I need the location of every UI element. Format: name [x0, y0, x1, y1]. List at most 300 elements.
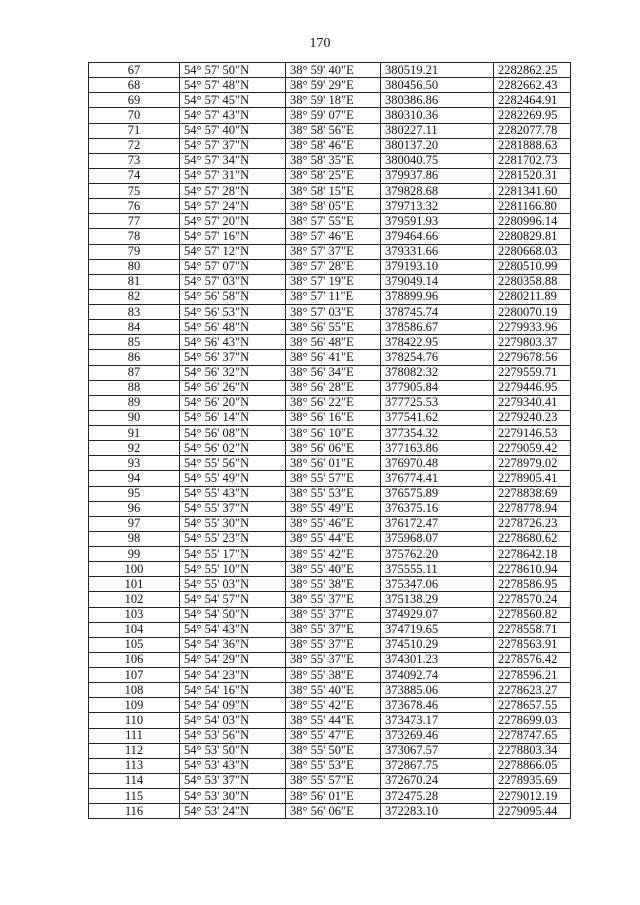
- x-coordinate-cell: 378586.67: [381, 320, 494, 335]
- table-row: [89, 713, 571, 728]
- point-number-cell: 99: [89, 547, 180, 562]
- x-coordinate-cell: 379713.32: [381, 199, 494, 214]
- latitude-cell: 54° 55' 37"N: [180, 501, 286, 516]
- table-row: [89, 410, 571, 425]
- x-coordinate-cell: 376774.41: [381, 471, 494, 486]
- table-row: [89, 592, 571, 607]
- latitude-cell: 54° 56' 26"N: [180, 380, 286, 395]
- point-number-cell: 89: [89, 395, 180, 410]
- longitude-cell: 38° 55' 40"E: [286, 683, 381, 698]
- x-coordinate-cell: 380456.50: [381, 78, 494, 93]
- longitude-cell: 38° 59' 07"E: [286, 108, 381, 123]
- latitude-cell: 54° 56' 37"N: [180, 350, 286, 365]
- x-coordinate-cell: 379828.68: [381, 184, 494, 199]
- latitude-cell: 54° 57' 34"N: [180, 153, 286, 168]
- latitude-cell: 54° 57' 50"N: [180, 63, 286, 78]
- y-coordinate-cell: 2278560.82: [494, 607, 571, 622]
- point-number-cell: 90: [89, 410, 180, 425]
- y-coordinate-cell: 2278699.03: [494, 713, 571, 728]
- point-number-cell: 68: [89, 78, 180, 93]
- table-row: [89, 426, 571, 441]
- y-coordinate-cell: 2280070.19: [494, 305, 571, 320]
- longitude-cell: 38° 58' 05"E: [286, 199, 381, 214]
- latitude-cell: 54° 55' 43"N: [180, 486, 286, 501]
- longitude-cell: 38° 56' 48"E: [286, 335, 381, 350]
- x-coordinate-cell: 379331.66: [381, 244, 494, 259]
- point-number-cell: 75: [89, 184, 180, 199]
- longitude-cell: 38° 57' 55"E: [286, 214, 381, 229]
- table-row: [89, 199, 571, 214]
- x-coordinate-cell: 378745.74: [381, 305, 494, 320]
- longitude-cell: 38° 56' 06"E: [286, 804, 381, 819]
- point-number-cell: 79: [89, 244, 180, 259]
- point-number-cell: 74: [89, 168, 180, 183]
- table-row: [89, 320, 571, 335]
- latitude-cell: 54° 54' 09"N: [180, 698, 286, 713]
- longitude-cell: 38° 55' 40"E: [286, 562, 381, 577]
- latitude-cell: 54° 54' 03"N: [180, 713, 286, 728]
- latitude-cell: 54° 57' 37"N: [180, 138, 286, 153]
- table-row: [89, 138, 571, 153]
- point-number-cell: 76: [89, 199, 180, 214]
- x-coordinate-cell: 378254.76: [381, 350, 494, 365]
- y-coordinate-cell: 2279012.19: [494, 789, 571, 804]
- latitude-cell: 54° 55' 10"N: [180, 562, 286, 577]
- y-coordinate-cell: 2278866.05: [494, 758, 571, 773]
- latitude-cell: 54° 54' 43"N: [180, 622, 286, 637]
- table-row: [89, 516, 571, 531]
- latitude-cell: 54° 57' 40"N: [180, 123, 286, 138]
- table-row: [89, 153, 571, 168]
- point-number-cell: 96: [89, 501, 180, 516]
- point-number-cell: 81: [89, 274, 180, 289]
- x-coordinate-cell: 378899.96: [381, 289, 494, 304]
- x-coordinate-cell: 376172.47: [381, 516, 494, 531]
- x-coordinate-cell: 372283.10: [381, 804, 494, 819]
- page-number: 170: [309, 36, 331, 51]
- x-coordinate-cell: 379193.10: [381, 259, 494, 274]
- point-number-cell: 108: [89, 683, 180, 698]
- longitude-cell: 38° 55' 44"E: [286, 713, 381, 728]
- point-number-cell: 69: [89, 93, 180, 108]
- latitude-cell: 54° 57' 03"N: [180, 274, 286, 289]
- latitude-cell: 54° 54' 23"N: [180, 668, 286, 683]
- table-row: [89, 547, 571, 562]
- longitude-cell: 38° 57' 11"E: [286, 289, 381, 304]
- x-coordinate-cell: 373269.46: [381, 728, 494, 743]
- table-row: [89, 108, 571, 123]
- x-coordinate-cell: 375138.29: [381, 592, 494, 607]
- point-number-cell: 109: [89, 698, 180, 713]
- y-coordinate-cell: 2281888.63: [494, 138, 571, 153]
- y-coordinate-cell: 2279146.53: [494, 426, 571, 441]
- x-coordinate-cell: 373067.57: [381, 743, 494, 758]
- point-number-cell: 88: [89, 380, 180, 395]
- table-row: [89, 184, 571, 199]
- point-number-cell: 78: [89, 229, 180, 244]
- longitude-cell: 38° 56' 28"E: [286, 380, 381, 395]
- latitude-cell: 54° 53' 30"N: [180, 789, 286, 804]
- longitude-cell: 38° 58' 15"E: [286, 184, 381, 199]
- y-coordinate-cell: 2278657.55: [494, 698, 571, 713]
- x-coordinate-cell: 373885.06: [381, 683, 494, 698]
- latitude-cell: 54° 57' 20"N: [180, 214, 286, 229]
- table-row: [89, 335, 571, 350]
- longitude-cell: 38° 55' 42"E: [286, 698, 381, 713]
- table-row: [89, 395, 571, 410]
- y-coordinate-cell: 2278838.69: [494, 486, 571, 501]
- y-coordinate-cell: 2280996.14: [494, 214, 571, 229]
- y-coordinate-cell: 2280211.89: [494, 289, 571, 304]
- x-coordinate-cell: 372670.24: [381, 773, 494, 788]
- longitude-cell: 38° 55' 49"E: [286, 501, 381, 516]
- table-row: [89, 728, 571, 743]
- table-row: [89, 380, 571, 395]
- point-number-cell: 94: [89, 471, 180, 486]
- longitude-cell: 38° 56' 01"E: [286, 456, 381, 471]
- x-coordinate-cell: 380137.20: [381, 138, 494, 153]
- y-coordinate-cell: 2278778.94: [494, 501, 571, 516]
- point-number-cell: 116: [89, 804, 180, 819]
- longitude-cell: 38° 56' 55"E: [286, 320, 381, 335]
- y-coordinate-cell: 2279340.41: [494, 395, 571, 410]
- y-coordinate-cell: 2279933.96: [494, 320, 571, 335]
- longitude-cell: 38° 55' 53"E: [286, 758, 381, 773]
- table-row: [89, 274, 571, 289]
- latitude-cell: 54° 56' 02"N: [180, 441, 286, 456]
- table-row: [89, 501, 571, 516]
- y-coordinate-cell: 2280510.99: [494, 259, 571, 274]
- longitude-cell: 38° 57' 03"E: [286, 305, 381, 320]
- longitude-cell: 38° 55' 44"E: [286, 531, 381, 546]
- latitude-cell: 54° 55' 23"N: [180, 531, 286, 546]
- table-row: [89, 622, 571, 637]
- point-number-cell: 67: [89, 63, 180, 78]
- point-number-cell: 71: [89, 123, 180, 138]
- x-coordinate-cell: 377354.32: [381, 426, 494, 441]
- y-coordinate-cell: 2280668.03: [494, 244, 571, 259]
- longitude-cell: 38° 55' 37"E: [286, 622, 381, 637]
- table-row: [89, 804, 571, 819]
- point-number-cell: 72: [89, 138, 180, 153]
- latitude-cell: 54° 54' 29"N: [180, 652, 286, 667]
- x-coordinate-cell: 375555.11: [381, 562, 494, 577]
- latitude-cell: 54° 53' 43"N: [180, 758, 286, 773]
- x-coordinate-cell: 373473.17: [381, 713, 494, 728]
- point-number-cell: 92: [89, 441, 180, 456]
- x-coordinate-cell: 380040.75: [381, 153, 494, 168]
- table-row: [89, 652, 571, 667]
- x-coordinate-cell: 377163.86: [381, 441, 494, 456]
- x-coordinate-cell: 380519.21: [381, 63, 494, 78]
- longitude-cell: 38° 55' 37"E: [286, 652, 381, 667]
- latitude-cell: 54° 55' 30"N: [180, 516, 286, 531]
- table-row: [89, 607, 571, 622]
- point-number-cell: 83: [89, 305, 180, 320]
- latitude-cell: 54° 57' 24"N: [180, 199, 286, 214]
- table-row: [89, 789, 571, 804]
- table-row: [89, 471, 571, 486]
- latitude-cell: 54° 57' 16"N: [180, 229, 286, 244]
- point-number-cell: 85: [89, 335, 180, 350]
- table-row: [89, 773, 571, 788]
- latitude-cell: 54° 56' 14"N: [180, 410, 286, 425]
- table-row: [89, 743, 571, 758]
- y-coordinate-cell: 2282464.91: [494, 93, 571, 108]
- table-row: [89, 668, 571, 683]
- longitude-cell: 38° 56' 10"E: [286, 426, 381, 441]
- coordinates-table-body: [89, 63, 571, 819]
- table-row: [89, 63, 571, 78]
- x-coordinate-cell: 376575.89: [381, 486, 494, 501]
- y-coordinate-cell: 2279559.71: [494, 365, 571, 380]
- y-coordinate-cell: 2278610.94: [494, 562, 571, 577]
- y-coordinate-cell: 2278570.24: [494, 592, 571, 607]
- latitude-cell: 54° 57' 48"N: [180, 78, 286, 93]
- x-coordinate-cell: 374510.29: [381, 637, 494, 652]
- longitude-cell: 38° 57' 28"E: [286, 259, 381, 274]
- latitude-cell: 54° 56' 08"N: [180, 426, 286, 441]
- x-coordinate-cell: 372475.28: [381, 789, 494, 804]
- longitude-cell: 38° 58' 25"E: [286, 168, 381, 183]
- point-number-cell: 103: [89, 607, 180, 622]
- x-coordinate-cell: 380227.11: [381, 123, 494, 138]
- table-row: [89, 229, 571, 244]
- longitude-cell: 38° 59' 29"E: [286, 78, 381, 93]
- longitude-cell: 38° 59' 40"E: [286, 63, 381, 78]
- x-coordinate-cell: 375968.07: [381, 531, 494, 546]
- point-number-cell: 86: [89, 350, 180, 365]
- point-number-cell: 104: [89, 622, 180, 637]
- longitude-cell: 38° 55' 37"E: [286, 637, 381, 652]
- latitude-cell: 54° 56' 20"N: [180, 395, 286, 410]
- point-number-cell: 111: [89, 728, 180, 743]
- table-row: [89, 123, 571, 138]
- y-coordinate-cell: 2278803.34: [494, 743, 571, 758]
- y-coordinate-cell: 2278576.42: [494, 652, 571, 667]
- y-coordinate-cell: 2279803.37: [494, 335, 571, 350]
- x-coordinate-cell: 379937.86: [381, 168, 494, 183]
- point-number-cell: 93: [89, 456, 180, 471]
- table-row: [89, 93, 571, 108]
- longitude-cell: 38° 56' 34"E: [286, 365, 381, 380]
- point-number-cell: 82: [89, 289, 180, 304]
- point-number-cell: 87: [89, 365, 180, 380]
- point-number-cell: 97: [89, 516, 180, 531]
- point-number-cell: 100: [89, 562, 180, 577]
- longitude-cell: 38° 57' 46"E: [286, 229, 381, 244]
- coordinates-table: [88, 62, 571, 819]
- y-coordinate-cell: 2281702.73: [494, 153, 571, 168]
- y-coordinate-cell: 2279446.95: [494, 380, 571, 395]
- point-number-cell: 98: [89, 531, 180, 546]
- y-coordinate-cell: 2281341.60: [494, 184, 571, 199]
- point-number-cell: 77: [89, 214, 180, 229]
- x-coordinate-cell: 379049.14: [381, 274, 494, 289]
- longitude-cell: 38° 56' 06"E: [286, 441, 381, 456]
- point-number-cell: 107: [89, 668, 180, 683]
- longitude-cell: 38° 55' 53"E: [286, 486, 381, 501]
- latitude-cell: 54° 57' 12"N: [180, 244, 286, 259]
- latitude-cell: 54° 54' 57"N: [180, 592, 286, 607]
- y-coordinate-cell: 2278642.18: [494, 547, 571, 562]
- y-coordinate-cell: 2278623.27: [494, 683, 571, 698]
- longitude-cell: 38° 57' 19"E: [286, 274, 381, 289]
- latitude-cell: 54° 56' 32"N: [180, 365, 286, 380]
- latitude-cell: 54° 57' 07"N: [180, 259, 286, 274]
- latitude-cell: 54° 57' 43"N: [180, 108, 286, 123]
- latitude-cell: 54° 54' 36"N: [180, 637, 286, 652]
- longitude-cell: 38° 58' 56"E: [286, 123, 381, 138]
- table-row: [89, 562, 571, 577]
- y-coordinate-cell: 2278680.62: [494, 531, 571, 546]
- latitude-cell: 54° 56' 48"N: [180, 320, 286, 335]
- latitude-cell: 54° 55' 03"N: [180, 577, 286, 592]
- point-number-cell: 70: [89, 108, 180, 123]
- x-coordinate-cell: 380386.86: [381, 93, 494, 108]
- x-coordinate-cell: 374092.74: [381, 668, 494, 683]
- latitude-cell: 54° 56' 43"N: [180, 335, 286, 350]
- point-number-cell: 101: [89, 577, 180, 592]
- latitude-cell: 54° 55' 56"N: [180, 456, 286, 471]
- longitude-cell: 38° 55' 38"E: [286, 577, 381, 592]
- point-number-cell: 84: [89, 320, 180, 335]
- longitude-cell: 38° 55' 50"E: [286, 743, 381, 758]
- y-coordinate-cell: 2282269.95: [494, 108, 571, 123]
- x-coordinate-cell: 380310.36: [381, 108, 494, 123]
- table-row: [89, 531, 571, 546]
- longitude-cell: 38° 55' 57"E: [286, 471, 381, 486]
- point-number-cell: 105: [89, 637, 180, 652]
- longitude-cell: 38° 58' 35"E: [286, 153, 381, 168]
- point-number-cell: 73: [89, 153, 180, 168]
- x-coordinate-cell: 378082.32: [381, 365, 494, 380]
- x-coordinate-cell: 374719.65: [381, 622, 494, 637]
- y-coordinate-cell: 2282077.78: [494, 123, 571, 138]
- y-coordinate-cell: 2280358.88: [494, 274, 571, 289]
- point-number-cell: 106: [89, 652, 180, 667]
- latitude-cell: 54° 53' 56"N: [180, 728, 286, 743]
- longitude-cell: 38° 59' 18"E: [286, 93, 381, 108]
- table-row: [89, 683, 571, 698]
- table-row: [89, 168, 571, 183]
- point-number-cell: 112: [89, 743, 180, 758]
- longitude-cell: 38° 55' 37"E: [286, 592, 381, 607]
- latitude-cell: 54° 53' 37"N: [180, 773, 286, 788]
- table-row: [89, 758, 571, 773]
- latitude-cell: 54° 57' 31"N: [180, 168, 286, 183]
- longitude-cell: 38° 55' 38"E: [286, 668, 381, 683]
- y-coordinate-cell: 2278935.69: [494, 773, 571, 788]
- longitude-cell: 38° 56' 01"E: [286, 789, 381, 804]
- table-row: [89, 456, 571, 471]
- table-row: [89, 350, 571, 365]
- y-coordinate-cell: 2278905.41: [494, 471, 571, 486]
- y-coordinate-cell: 2282662.43: [494, 78, 571, 93]
- y-coordinate-cell: 2278747.65: [494, 728, 571, 743]
- latitude-cell: 54° 57' 28"N: [180, 184, 286, 199]
- x-coordinate-cell: 372867.75: [381, 758, 494, 773]
- table-row: [89, 577, 571, 592]
- y-coordinate-cell: 2278596.21: [494, 668, 571, 683]
- latitude-cell: 54° 53' 24"N: [180, 804, 286, 819]
- longitude-cell: 38° 57' 37"E: [286, 244, 381, 259]
- x-coordinate-cell: 374929.07: [381, 607, 494, 622]
- latitude-cell: 54° 55' 17"N: [180, 547, 286, 562]
- y-coordinate-cell: 2278979.02: [494, 456, 571, 471]
- table-row: [89, 259, 571, 274]
- table-row: [89, 365, 571, 380]
- latitude-cell: 54° 55' 49"N: [180, 471, 286, 486]
- y-coordinate-cell: 2279095.44: [494, 804, 571, 819]
- longitude-cell: 38° 55' 46"E: [286, 516, 381, 531]
- latitude-cell: 54° 56' 58"N: [180, 289, 286, 304]
- latitude-cell: 54° 57' 45"N: [180, 93, 286, 108]
- longitude-cell: 38° 55' 47"E: [286, 728, 381, 743]
- latitude-cell: 54° 54' 50"N: [180, 607, 286, 622]
- y-coordinate-cell: 2279059.42: [494, 441, 571, 456]
- x-coordinate-cell: 375762.20: [381, 547, 494, 562]
- longitude-cell: 38° 56' 41"E: [286, 350, 381, 365]
- longitude-cell: 38° 55' 57"E: [286, 773, 381, 788]
- table-row: [89, 244, 571, 259]
- table-row: [89, 441, 571, 456]
- point-number-cell: 110: [89, 713, 180, 728]
- x-coordinate-cell: 376375.16: [381, 501, 494, 516]
- y-coordinate-cell: 2281520.31: [494, 168, 571, 183]
- point-number-cell: 95: [89, 486, 180, 501]
- x-coordinate-cell: 378422.95: [381, 335, 494, 350]
- y-coordinate-cell: 2278586.95: [494, 577, 571, 592]
- y-coordinate-cell: 2278558.71: [494, 622, 571, 637]
- x-coordinate-cell: 377725.53: [381, 395, 494, 410]
- longitude-cell: 38° 56' 16"E: [286, 410, 381, 425]
- y-coordinate-cell: 2279678.56: [494, 350, 571, 365]
- point-number-cell: 102: [89, 592, 180, 607]
- latitude-cell: 54° 56' 53"N: [180, 305, 286, 320]
- longitude-cell: 38° 56' 22"E: [286, 395, 381, 410]
- table-row: [89, 214, 571, 229]
- y-coordinate-cell: 2282862.25: [494, 63, 571, 78]
- x-coordinate-cell: 375347.06: [381, 577, 494, 592]
- point-number-cell: 114: [89, 773, 180, 788]
- table-row: [89, 637, 571, 652]
- point-number-cell: 113: [89, 758, 180, 773]
- longitude-cell: 38° 55' 37"E: [286, 607, 381, 622]
- y-coordinate-cell: 2279240.23: [494, 410, 571, 425]
- y-coordinate-cell: 2278726.23: [494, 516, 571, 531]
- x-coordinate-cell: 377541.62: [381, 410, 494, 425]
- table-row: [89, 78, 571, 93]
- y-coordinate-cell: 2281166.80: [494, 199, 571, 214]
- latitude-cell: 54° 53' 50"N: [180, 743, 286, 758]
- x-coordinate-cell: 379464.66: [381, 229, 494, 244]
- longitude-cell: 38° 55' 42"E: [286, 547, 381, 562]
- longitude-cell: 38° 58' 46"E: [286, 138, 381, 153]
- x-coordinate-cell: 373678.46: [381, 698, 494, 713]
- point-number-cell: 91: [89, 426, 180, 441]
- x-coordinate-cell: 376970.48: [381, 456, 494, 471]
- point-number-cell: 115: [89, 789, 180, 804]
- x-coordinate-cell: 379591.93: [381, 214, 494, 229]
- x-coordinate-cell: 377905.84: [381, 380, 494, 395]
- y-coordinate-cell: 2278563.91: [494, 637, 571, 652]
- table-row: [89, 698, 571, 713]
- table-row: [89, 289, 571, 304]
- latitude-cell: 54° 54' 16"N: [180, 683, 286, 698]
- table-row: [89, 486, 571, 501]
- y-coordinate-cell: 2280829.81: [494, 229, 571, 244]
